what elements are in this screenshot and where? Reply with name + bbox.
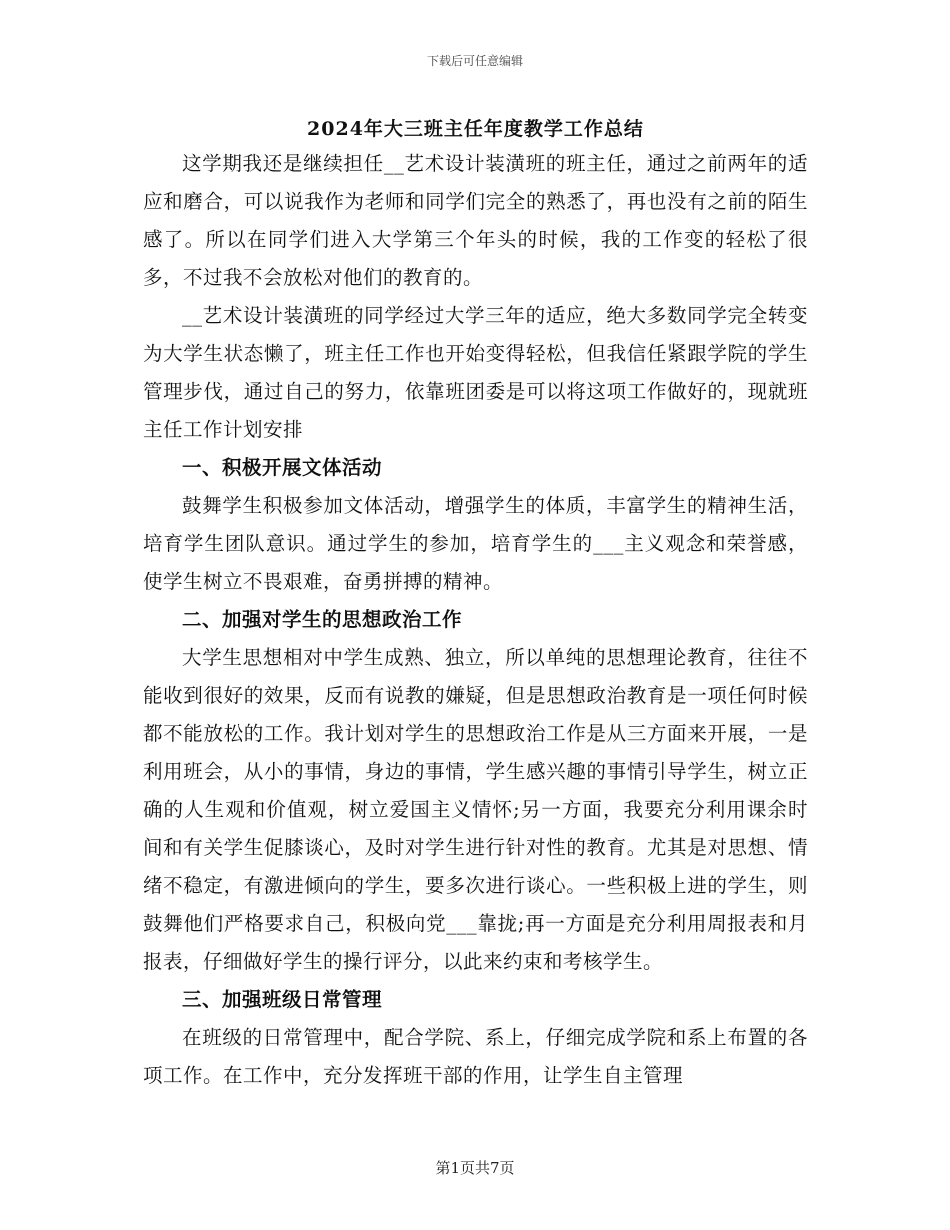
section-heading-political-work: 二、加强对学生的思想政治工作 [182, 608, 463, 631]
section-heading-daily-management: 三、加强班级日常管理 [182, 988, 383, 1011]
document-body [143, 113, 808, 1095]
page-header-note: 下载后可任意编辑 [426, 54, 523, 68]
paragraph-political-work: 大学生思想相对中学生成熟、独立，所以单纯的思想理论教育，往往不能收到很好的效果，反而有说教的嫌疑，但是思想政治教育是一项任何时候都不能放松的工作。我计划对学生的思想政治工作是从三方面来开展，一是利用班会，从小的事情，身边的事情，学生感兴趣的事情引导学生，树立正确的人生观和价值观，树立爱国主义情怀;另一方面，我要充分利用课余时间和有关学生促膝谈心，及时对学生进行针对性的教育。尤其是对思想、情绪不稳定，有激进倾向的学生，要多次进行谈心。一些积极上进的学生，则鼓舞他们严格要求自己，积极向党___靠拢;再一方面是充分利用周报表和月报表，仔细做好学生的操行评分，以此来约束和考核学生。 [143, 646, 808, 973]
paragraph-activities: 鼓舞学生积极参加文体活动，增强学生的体质，丰富学生的精神生活，培育学生团队意识。通过学生的参加，培育学生的___主义观念和荣誉感，使学生树立不畏艰难，奋勇拼搏的精神。 [143, 494, 808, 593]
paragraph-class-status: __艺术设计装潢班的同学经过大学三年的适应，绝大多数同学完全转变为大学生状态懒了，班主任工作也开始变得轻松，但我信任紧跟学院的学生管理步伐，通过自己的努力，依靠班团委是可以将这项工作做好的，现就班主任工作计划安排 [143, 304, 808, 441]
paragraph-intro: 这学期我还是继续担任__艺术设计装潢班的班主任，通过之前两年的适应和磨合，可以说我作为老师和同学们完全的熟悉了，再也没有之前的陌生感了。所以在同学们进入大学第三个年头的时候，我的工作变的轻松了很多，不过我不会放松对他们的教育的。 [143, 152, 808, 289]
section-heading-activities: 一、积极开展文体活动 [182, 456, 383, 479]
page-number: 第1页共7页 [435, 1159, 515, 1177]
document-title: 2024年大三班主任年度教学工作总结 [307, 118, 644, 140]
paragraph-daily-management: 在班级的日常管理中，配合学院、系上，仔细完成学院和系上布置的各项工作。在工作中，充分发挥班干部的作用，让学生自主管理 [143, 1026, 808, 1087]
